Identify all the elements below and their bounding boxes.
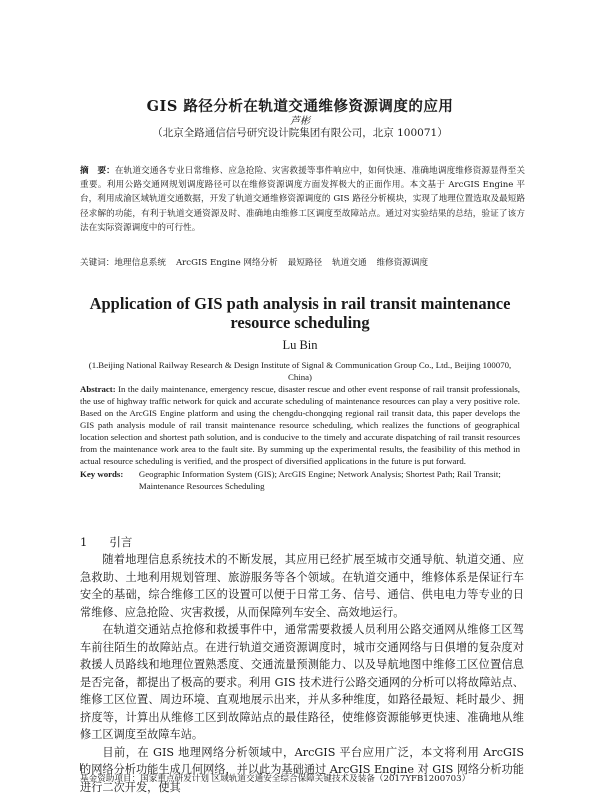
chinese-affiliation: （北京全路通信信号研究设计院集团有限公司，北京 100071）: [152, 127, 448, 139]
chinese-title: GIS 路径分析在轨道交通维修资源调度的应用: [146, 98, 454, 115]
paragraph: 目前，在 GIS 地理网络分析领域中，ArcGIS 平台应用广泛，本文将利用 ArcGIS 的网络分析功能生成几何网络，并以此为基础通过 ArcGIS Engine 对 GIS 网络分析功能进行二次开发，使其: [80, 745, 524, 794]
footnote-divider: [80, 763, 82, 771]
section-heading: [80, 534, 132, 550]
chinese-author: 芦彬: [290, 116, 310, 127]
section-number: 1: [80, 535, 88, 549]
english-keywords-label: Key words:: [80, 469, 124, 479]
funding-footnote: 基金资助项目：国家重点研发计划 区域轨道交通安全综合保障关键技术及装备（2017YFB1200703）: [80, 774, 471, 784]
english-abstract-label: Abstract:: [80, 384, 116, 394]
paragraph: 随着地理信息系统技术的不断发展，其应用已经扩展至城市交通导航、轨道交通、应急救助、土地利用规划管理、旅游服务等各个领域。在轨道交通中，维修体系是保证行车安全的基础，综合维修工区的设置可以便于日常工务、信号、通信、供电电力等专业的日常维修、应急抢险、灾害救援，从而保障列车安全、高效地运行。: [80, 553, 524, 619]
chinese-keywords: [80, 256, 525, 268]
english-abstract: [80, 383, 520, 467]
section-title: 引言: [109, 535, 133, 549]
section-body: [80, 551, 524, 796]
english-title: Application of GIS path analysis in rail transit maintenance resource scheduling: [89, 294, 511, 332]
english-author: Lu Bin: [282, 338, 318, 352]
english-affiliation: (1.Beijing National Railway Research & Design Institute of Signal & Communication Group Co., Ltd., Beijing 100070, China): [88, 360, 512, 382]
keyword: 最短路径: [287, 258, 323, 268]
chinese-keywords-label: 关键词：: [80, 258, 115, 268]
english-keywords-text: Geographic Information System (GIS); ArcGIS Engine; Network Analysis; Shortest Path; Rail Transit; Maintenance Resources Scheduling: [138, 469, 501, 491]
english-abstract-text: In the daily maintenance, emergency rescue, disaster rescue and other event response of rail transit professionals, the use of highway traffic network for quick and accurate scheduling of maintenance resources can play a very positive role. Based on the ArcGIS Engine platform and using the chengdu-chongqing regional rail transit data, this paper develops the GIS path analysis module of rail transit maintenance resource scheduling, which realizes the functions of geographical location selection and shortest path solution, and is conducive to the timely and accurate dispatching of rail transit resources from the maintenance work area to the fault site. By summing up the experimental results, the feasibility of this method in actual resource scheduling is verified, and the prospect of diversified applications in the future is put forward.: [80, 384, 520, 466]
chinese-abstract-label: 摘 要：: [80, 166, 115, 176]
keyword: 轨道交通: [332, 258, 367, 268]
keyword: 地理信息系统: [114, 258, 166, 268]
keyword: ArcGIS Engine 网络分析: [175, 258, 278, 268]
english-keywords: [80, 468, 520, 492]
paragraph: 在轨道交通站点抢修和救援事件中，通常需要救援人员利用公路交通网从维修工区驾车前往陌生的故障站点。在进行轨道交通资源调度时，城市交通网络与日俱增的复杂度对救援人员路线和地理位置熟悉度、交通流量预测能力、以及导航地图中维修工区位置信息是否完备，都提出了极高的要求。利用 GIS 技术进行公路交通网的分析可以将故障站点、维修工区位置、周边环境、直观地展示出来，并从多种维度，如路径最短、耗时最少、拥挤度等，计算出从维修工区到故障站点的最佳路径，使维修资源能够更快速、准确地从维修工区调度至故障车站。: [80, 623, 524, 741]
chinese-abstract-text: 在轨道交通各专业日常维修、应急抢险、灾害救援等事件响应中，如何快速、准确地调度维修资源显得至关重要。利用公路交通网规划调度路径可以在维修资源调度方面发挥极大的正面作用。本文基于 ArcGIS Engine 平台，利用成渝区域轨道交通数据，开发了轨道交通维修资源调度的 GIS 路径分析模块，实现了地理位置选取及最短路径求解的功能，有利于轨道交通资源及时、准确地由维修工区调度至故障站点。通过对实验结果的总结，验证了该方法在实际资源调度中的可行性。: [80, 166, 525, 233]
chinese-abstract: [80, 164, 525, 235]
keyword: 维修资源调度: [376, 258, 429, 268]
